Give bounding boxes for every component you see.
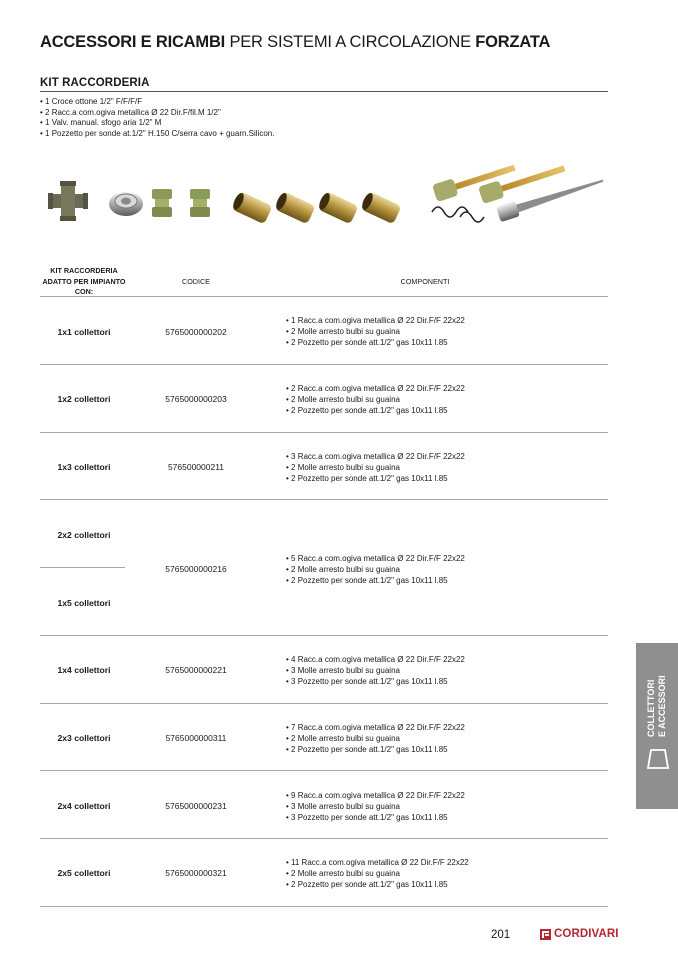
row-sub-divider (40, 567, 125, 568)
brand-logo (540, 928, 619, 940)
component-item: • 7 Racc.a com.ogiva metallica Ø 22 Dir.F/F 22x22 (286, 722, 465, 733)
component-item: • 2 Pozzetto per sonde att.1/2" gas 10x11 l.85 (286, 473, 465, 484)
kit-item: • 2 Racc.a com.ogiva metallica Ø 22 Dir.F/fil.M 1/2" (40, 108, 274, 119)
component-item: • 1 Racc.a com.ogiva metallica Ø 22 Dir.F/F 22x22 (286, 315, 465, 326)
side-tab-label (636, 643, 678, 743)
row-divider (40, 703, 608, 704)
brass-union-image (274, 191, 316, 225)
sensor-probe-pocket-image (496, 173, 606, 222)
component-item: • 2 Molle arresto bulbi su guaina (286, 564, 465, 575)
component-item: • 5 Racc.a com.ogiva metallica Ø 22 Dir.F/F 22x22 (286, 553, 465, 564)
brass-union-image (317, 191, 359, 225)
row-kit: 1x4 collettori (57, 665, 111, 675)
component-item: • 2 Molle arresto bulbi su guaina (286, 394, 465, 405)
row-divider (40, 838, 608, 839)
air-vent-valve-image (109, 192, 143, 216)
row-code: 5765000000231 (165, 801, 227, 811)
component-item: • 3 Racc.a com.ogiva metallica Ø 22 Dir.F/F 22x22 (286, 451, 465, 462)
row-kit-secondary: 1x5 collettori (57, 598, 111, 608)
row-kit: 2x2 collettori (57, 530, 111, 540)
row-kit: 2x4 collettori (57, 801, 111, 811)
page-title (40, 33, 550, 52)
row-kit: 2x3 collettori (57, 733, 111, 743)
side-tab-line-2: E ACCESSORI (657, 675, 667, 737)
row-code: 5765000000321 (165, 868, 227, 878)
row-divider (40, 364, 608, 365)
row-components (286, 315, 465, 348)
row-code: 576500000211 (167, 462, 225, 472)
component-item: • 2 Pozzetto per sonde att.1/2" gas 10x11 l.85 (286, 405, 465, 416)
page-title-regular: PER SISTEMI A CIRCOLAZIONE (225, 33, 476, 51)
component-item: • 2 Molle arresto bulbi su guaina (286, 326, 465, 337)
row-kit: 1x1 collettori (57, 327, 111, 337)
row-code: 5765000000203 (165, 394, 227, 404)
brass-union-image (231, 191, 273, 225)
component-item: • 2 Racc.a com.ogiva metallica Ø 22 Dir.F/F 22x22 (286, 383, 465, 394)
row-components (286, 722, 465, 755)
row-components (286, 857, 469, 890)
table-header-kit: KIT RACCORDERIA ADATTO PER IMPIANTO CON: (42, 266, 126, 296)
brass-union-image (360, 191, 402, 225)
cordivari-logo-icon (540, 929, 551, 940)
row-components (286, 383, 465, 416)
row-components (286, 451, 465, 484)
kit-item: • 1 Pozzetto per sonde at.1/2" H.150 C/serra cavo + guarn.Silicon. (40, 129, 274, 140)
page-title-bold-2: FORZATA (475, 33, 551, 51)
compression-fitting-image (190, 189, 210, 217)
table-header-divider (40, 296, 608, 297)
row-kit: 1x3 collettori (57, 462, 111, 472)
component-item: • 2 Pozzetto per sonde att.1/2" gas 10x11 l.85 (286, 575, 465, 586)
table-bottom-rule (40, 906, 608, 907)
brand-name: CORDIVARI (554, 928, 619, 940)
component-item: • 3 Pozzetto per sonde att.1/2" gas 10x11 l.85 (286, 676, 465, 687)
table-header-code: CODICE (182, 277, 210, 286)
row-code: 5765000000216 (165, 564, 227, 574)
row-code: 5765000000311 (165, 733, 227, 743)
section-divider (40, 91, 608, 92)
component-item: • 2 Molle arresto bulbi su guaina (286, 462, 465, 473)
row-components (286, 553, 465, 586)
component-item: • 2 Pozzetto per sonde att.1/2" gas 10x11 l.85 (286, 879, 469, 890)
row-kit: 2x5 collettori (57, 868, 111, 878)
component-item: • 3 Molle arresto bulbi su guaina (286, 801, 465, 812)
component-item: • 3 Pozzetto per sonde att.1/2" gas 10x11 l.85 (286, 812, 465, 823)
compression-fitting-image (152, 189, 172, 217)
row-code: 5765000000221 (165, 665, 227, 675)
kit-item: • 1 Croce ottone 1/2" F/F/F/F (40, 97, 274, 108)
row-divider (40, 432, 608, 433)
component-item: • 11 Racc.a com.ogiva metallica Ø 22 Dir.F/F 22x22 (286, 857, 469, 868)
section-side-tab[interactable] (636, 643, 678, 809)
row-divider (40, 499, 608, 500)
kit-contents-list (40, 97, 274, 139)
kit-item: • 1 Valv. manual. sfogo aria 1/2" M (40, 118, 274, 129)
section-title: KIT RACCORDERIA (40, 77, 150, 89)
component-item: • 3 Molle arresto bulbi su guaina (286, 665, 465, 676)
component-item: • 2 Pozzetto per sonde att.1/2" gas 10x11 l.85 (286, 744, 465, 755)
product-photos (40, 157, 610, 249)
table-header-components: COMPONENTI (400, 277, 450, 286)
component-item: • 2 Pozzetto per sonde att.1/2" gas 10x11 l.85 (286, 337, 465, 348)
row-code: 5765000000202 (165, 327, 227, 337)
row-divider (40, 635, 608, 636)
component-item: • 4 Racc.a com.ogiva metallica Ø 22 Dir.F/F 22x22 (286, 654, 465, 665)
component-item: • 9 Racc.a com.ogiva metallica Ø 22 Dir.F/F 22x22 (286, 790, 465, 801)
page-title-bold-1: ACCESSORI E RICAMBI (40, 33, 226, 51)
row-divider (40, 770, 608, 771)
row-components (286, 654, 465, 687)
component-item: • 2 Molle arresto bulbi su guaina (286, 733, 465, 744)
brass-cross-fitting-image (48, 181, 88, 221)
component-item: • 2 Molle arresto bulbi su guaina (286, 868, 469, 879)
side-tab-line-1: COLLETTORI (646, 679, 656, 737)
page-number: 201 (491, 929, 511, 941)
row-components (286, 790, 465, 823)
row-kit: 1x2 collettori (57, 394, 111, 404)
collector-trapezoid-icon (647, 748, 669, 770)
